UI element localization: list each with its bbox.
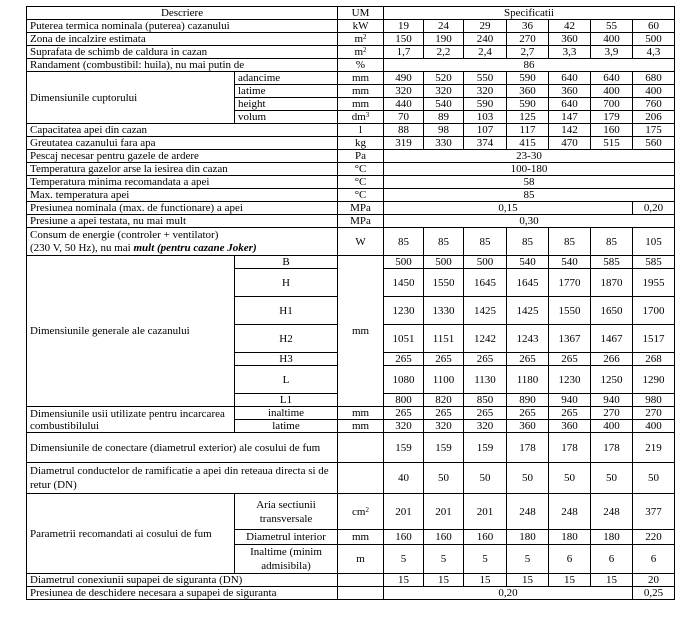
unit-cell xyxy=(338,46,384,59)
value-cell: 60 xyxy=(633,20,675,33)
value-cell: 0,30 xyxy=(384,215,675,228)
unit-cell xyxy=(338,574,384,587)
sub-label: H3 xyxy=(235,353,338,366)
value-cell: 1770 xyxy=(549,269,591,297)
value-cell: 89 xyxy=(424,111,464,124)
value-cell: 190 xyxy=(424,33,464,46)
value-cell: 320 xyxy=(464,420,507,433)
value-cell: 117 xyxy=(507,124,549,137)
value-cell: 1180 xyxy=(507,366,549,394)
value-cell: 266 xyxy=(591,353,633,366)
value-cell: 330 xyxy=(424,137,464,150)
row-label: Presiunea de deschidere necesara a supapei de siguranta xyxy=(27,587,338,600)
value-cell: 1330 xyxy=(424,297,464,325)
value-cell: 500 xyxy=(633,33,675,46)
header-descriere: Descriere xyxy=(27,7,338,20)
table-row xyxy=(27,256,675,269)
value-cell: 219 xyxy=(633,433,675,463)
unit-cell: °C xyxy=(338,163,384,176)
value-cell: 500 xyxy=(464,256,507,269)
value-cell: 400 xyxy=(591,85,633,98)
value-cell: 24 xyxy=(424,20,464,33)
value-cell: 50 xyxy=(549,463,591,494)
value-cell: 590 xyxy=(507,98,549,111)
value-cell: 4,3 xyxy=(633,46,675,59)
value-cell: 1645 xyxy=(464,269,507,297)
value-cell: 85 xyxy=(591,228,633,256)
value-cell: 850 xyxy=(464,394,507,407)
value-cell: 700 xyxy=(591,98,633,111)
unit-cell: mm xyxy=(338,420,384,433)
table-row xyxy=(27,574,675,587)
table-row xyxy=(27,7,675,20)
value-cell: 1467 xyxy=(591,325,633,353)
value-cell: 29 xyxy=(464,20,507,33)
value-cell: 400 xyxy=(633,85,675,98)
header-specificatii: Specificatii xyxy=(384,7,675,20)
table-row xyxy=(27,228,675,256)
table-row xyxy=(27,433,675,463)
unit-cell xyxy=(338,33,384,46)
value-cell: 50 xyxy=(591,463,633,494)
value-cell: 180 xyxy=(549,530,591,545)
sub-label: L xyxy=(235,366,338,394)
unit-text: m xyxy=(354,46,364,58)
unit-text: dm xyxy=(351,111,366,123)
value-cell: 180 xyxy=(507,530,549,545)
unit-cell: mm xyxy=(338,256,384,407)
value-cell: 940 xyxy=(591,394,633,407)
value-cell: 85 xyxy=(424,228,464,256)
value-cell: 2,4 xyxy=(464,46,507,59)
value-cell: 100-180 xyxy=(384,163,675,176)
value-cell: 240 xyxy=(464,33,507,46)
row-label: Suprafata de schimb de caldura in cazan xyxy=(27,46,338,59)
row-label: Diametrul conductelor de ramificatie a apei din reteaua directa si de retur (DN) xyxy=(27,463,338,494)
value-cell: 50 xyxy=(633,463,675,494)
value-cell: 220 xyxy=(633,530,675,545)
unit-cell: mm xyxy=(338,85,384,98)
value-cell: 178 xyxy=(549,433,591,463)
value-cell: 1290 xyxy=(633,366,675,394)
row-label: Dimensiunile cuptorului xyxy=(27,72,235,124)
value-cell: 265 xyxy=(464,407,507,420)
value-cell: 0,25 xyxy=(633,587,675,600)
sub-label: H2 xyxy=(235,325,338,353)
value-cell: 1230 xyxy=(549,366,591,394)
table-row xyxy=(27,202,675,215)
value-cell: 500 xyxy=(384,256,424,269)
value-cell: 890 xyxy=(507,394,549,407)
value-cell: 103 xyxy=(464,111,507,124)
value-cell: 201 xyxy=(464,494,507,530)
value-cell: 3,9 xyxy=(591,46,633,59)
value-cell: 360 xyxy=(549,33,591,46)
value-cell: 160 xyxy=(424,530,464,545)
value-cell: 159 xyxy=(424,433,464,463)
unit-cell: l xyxy=(338,124,384,137)
value-cell: 0,15 xyxy=(384,202,633,215)
value-cell: 105 xyxy=(633,228,675,256)
value-cell: 415 xyxy=(507,137,549,150)
value-cell: 640 xyxy=(549,72,591,85)
value-cell: 1870 xyxy=(591,269,633,297)
value-cell: 1425 xyxy=(507,297,549,325)
unit-cell: m xyxy=(338,545,384,574)
row-label xyxy=(27,228,338,256)
value-cell: 6 xyxy=(633,545,675,574)
row-label: Randament (combustibil: huila), nu mai putin de xyxy=(27,59,338,72)
value-cell: 15 xyxy=(549,574,591,587)
value-cell: 1955 xyxy=(633,269,675,297)
value-cell: 377 xyxy=(633,494,675,530)
value-cell: 55 xyxy=(591,20,633,33)
table-row xyxy=(27,494,675,530)
value-cell: 760 xyxy=(633,98,675,111)
value-cell: 107 xyxy=(464,124,507,137)
value-cell: 320 xyxy=(464,85,507,98)
value-cell: 540 xyxy=(507,256,549,269)
table-row xyxy=(27,33,675,46)
value-cell: 590 xyxy=(464,98,507,111)
value-cell: 85 xyxy=(384,228,424,256)
value-cell: 1550 xyxy=(424,269,464,297)
value-cell: 175 xyxy=(633,124,675,137)
consum-line2-emphasis: mult (pentru cazane Joker) xyxy=(133,241,257,254)
value-cell: 1130 xyxy=(464,366,507,394)
value-cell: 70 xyxy=(384,111,424,124)
value-cell: 50 xyxy=(424,463,464,494)
value-cell: 15 xyxy=(384,574,424,587)
value-cell: 85 xyxy=(464,228,507,256)
value-cell: 1230 xyxy=(384,297,424,325)
row-label: Zona de incalzire estimata xyxy=(27,33,338,46)
value-cell: 180 xyxy=(591,530,633,545)
unit-cell: kg xyxy=(338,137,384,150)
value-cell: 540 xyxy=(549,256,591,269)
value-cell: 400 xyxy=(591,33,633,46)
value-cell: 88 xyxy=(384,124,424,137)
value-cell: 400 xyxy=(591,420,633,433)
value-cell: 1517 xyxy=(633,325,675,353)
value-cell: 85 xyxy=(549,228,591,256)
value-cell: 1051 xyxy=(384,325,424,353)
value-cell: 160 xyxy=(591,124,633,137)
value-cell: 550 xyxy=(464,72,507,85)
sub-label: volum xyxy=(235,111,338,124)
row-label: Parametrii recomandati ai cosului de fum xyxy=(27,494,235,574)
value-cell: 265 xyxy=(384,353,424,366)
value-cell: 1151 xyxy=(424,325,464,353)
value-cell: 560 xyxy=(633,137,675,150)
value-cell: 360 xyxy=(549,85,591,98)
sub-label: adancime xyxy=(235,72,338,85)
value-cell: 320 xyxy=(424,85,464,98)
value-cell: 248 xyxy=(549,494,591,530)
value-cell: 1645 xyxy=(507,269,549,297)
row-label: Max. temperatura apei xyxy=(27,189,338,202)
value-cell: 268 xyxy=(633,353,675,366)
unit-cell xyxy=(338,111,384,124)
sub-label: H xyxy=(235,269,338,297)
value-cell: 265 xyxy=(464,353,507,366)
unit-cell xyxy=(338,494,384,530)
value-cell: 36 xyxy=(507,20,549,33)
value-cell: 1250 xyxy=(591,366,633,394)
value-cell: 265 xyxy=(507,353,549,366)
value-cell: 585 xyxy=(633,256,675,269)
value-cell: 540 xyxy=(424,98,464,111)
row-label: Puterea termica nominala (puterea) cazanului xyxy=(27,20,338,33)
value-cell: 520 xyxy=(424,72,464,85)
value-cell: 800 xyxy=(384,394,424,407)
value-cell: 58 xyxy=(384,176,675,189)
table-row xyxy=(27,176,675,189)
value-cell: 23-30 xyxy=(384,150,675,163)
value-cell: 1425 xyxy=(464,297,507,325)
table-row xyxy=(27,163,675,176)
value-cell: 2,2 xyxy=(424,46,464,59)
row-label: Temperatura minima recomandata a apei xyxy=(27,176,338,189)
unit-cell xyxy=(338,463,384,494)
row-label: Dimensiunile generale ale cazanului xyxy=(27,256,235,407)
sub-label: Inaltime (minim admisibila) xyxy=(235,545,338,574)
unit-exponent: 3 xyxy=(365,111,370,119)
spec-table xyxy=(26,6,675,600)
unit-cell: °C xyxy=(338,176,384,189)
unit-cell: mm xyxy=(338,98,384,111)
value-cell: 265 xyxy=(507,407,549,420)
unit-cell: MPa xyxy=(338,215,384,228)
value-cell: 86 xyxy=(384,59,675,72)
sub-label: latime xyxy=(235,85,338,98)
row-label: Diametrul conexiunii supapei de siguranta (DN) xyxy=(27,574,338,587)
table-row xyxy=(27,46,675,59)
value-cell: 320 xyxy=(424,420,464,433)
value-cell: 1243 xyxy=(507,325,549,353)
unit-cell: mm xyxy=(338,530,384,545)
value-cell: 50 xyxy=(507,463,549,494)
value-cell: 5 xyxy=(384,545,424,574)
value-cell: 2,7 xyxy=(507,46,549,59)
value-cell: 265 xyxy=(549,407,591,420)
unit-cell: mm xyxy=(338,72,384,85)
value-cell: 265 xyxy=(384,407,424,420)
value-cell: 500 xyxy=(424,256,464,269)
value-cell: 6 xyxy=(591,545,633,574)
unit-exponent: 2 xyxy=(365,505,369,514)
unit-text: cm xyxy=(352,505,366,518)
value-cell: 1550 xyxy=(549,297,591,325)
value-cell: 6 xyxy=(549,545,591,574)
value-cell: 98 xyxy=(424,124,464,137)
value-cell: 0,20 xyxy=(633,202,675,215)
value-cell: 3,3 xyxy=(549,46,591,59)
value-cell: 125 xyxy=(507,111,549,124)
unit-cell: Pa xyxy=(338,150,384,163)
unit-exponent: 2 xyxy=(363,33,367,41)
unit-text: m xyxy=(354,33,364,45)
value-cell: 0,20 xyxy=(384,587,633,600)
value-cell: 50 xyxy=(464,463,507,494)
unit-exponent: 2 xyxy=(363,46,367,54)
value-cell: 40 xyxy=(384,463,424,494)
value-cell: 179 xyxy=(591,111,633,124)
value-cell: 206 xyxy=(633,111,675,124)
table-row xyxy=(27,189,675,202)
value-cell: 400 xyxy=(633,420,675,433)
table-row xyxy=(27,20,675,33)
unit-cell: MPa xyxy=(338,202,384,215)
table-row xyxy=(27,463,675,494)
value-cell: 515 xyxy=(591,137,633,150)
value-cell: 1080 xyxy=(384,366,424,394)
unit-cell: W xyxy=(338,228,384,256)
unit-cell xyxy=(338,433,384,463)
table-row xyxy=(27,407,675,420)
value-cell: 820 xyxy=(424,394,464,407)
table-row xyxy=(27,124,675,137)
value-cell: 1700 xyxy=(633,297,675,325)
consum-line1: Consum de energie (controler + ventilator) xyxy=(30,228,219,241)
unit-cell xyxy=(338,587,384,600)
value-cell: 5 xyxy=(424,545,464,574)
value-cell: 160 xyxy=(384,530,424,545)
value-cell: 374 xyxy=(464,137,507,150)
value-cell: 159 xyxy=(464,433,507,463)
value-cell: 142 xyxy=(549,124,591,137)
value-cell: 201 xyxy=(384,494,424,530)
header-um: UM xyxy=(338,7,384,20)
row-label: Presiune a apei testata, nu mai mult xyxy=(27,215,338,228)
sub-label: latime xyxy=(235,420,338,433)
value-cell: 640 xyxy=(591,72,633,85)
value-cell: 15 xyxy=(507,574,549,587)
value-cell: 1650 xyxy=(591,297,633,325)
value-cell: 940 xyxy=(549,394,591,407)
value-cell: 20 xyxy=(633,574,675,587)
value-cell: 640 xyxy=(549,98,591,111)
value-cell: 15 xyxy=(424,574,464,587)
table-row xyxy=(27,72,675,85)
row-label: Capacitatea apei din cazan xyxy=(27,124,338,137)
table-row xyxy=(27,137,675,150)
unit-cell: °C xyxy=(338,189,384,202)
table-row xyxy=(27,59,675,72)
value-cell: 178 xyxy=(591,433,633,463)
value-cell: 85 xyxy=(384,189,675,202)
sub-label: Aria sectiunii transversale xyxy=(235,494,338,530)
value-cell: 360 xyxy=(507,420,549,433)
value-cell: 1367 xyxy=(549,325,591,353)
row-label: Dimensiunile de conectare (diametrul exterior) ale cosului de fum xyxy=(27,433,338,463)
row-label: Presiunea nominala (max. de functionare) a apei xyxy=(27,202,338,215)
value-cell: 319 xyxy=(384,137,424,150)
value-cell: 320 xyxy=(384,420,424,433)
table-row xyxy=(27,215,675,228)
table-row xyxy=(27,587,675,600)
sub-label: L1 xyxy=(235,394,338,407)
value-cell: 360 xyxy=(549,420,591,433)
value-cell: 248 xyxy=(507,494,549,530)
value-cell: 1,7 xyxy=(384,46,424,59)
value-cell: 980 xyxy=(633,394,675,407)
value-cell: 19 xyxy=(384,20,424,33)
value-cell: 1450 xyxy=(384,269,424,297)
unit-cell: mm xyxy=(338,407,384,420)
value-cell: 270 xyxy=(591,407,633,420)
sub-label: B xyxy=(235,256,338,269)
value-cell: 440 xyxy=(384,98,424,111)
row-label: Dimensiunile usii utilizate pentru incarcarea combustibilului xyxy=(27,407,235,433)
value-cell: 470 xyxy=(549,137,591,150)
value-cell: 360 xyxy=(507,85,549,98)
value-cell: 590 xyxy=(507,72,549,85)
value-cell: 270 xyxy=(633,407,675,420)
value-cell: 147 xyxy=(549,111,591,124)
value-cell: 585 xyxy=(591,256,633,269)
value-cell: 42 xyxy=(549,20,591,33)
value-cell: 5 xyxy=(507,545,549,574)
spec-table-container xyxy=(26,6,674,600)
value-cell: 680 xyxy=(633,72,675,85)
value-cell: 159 xyxy=(384,433,424,463)
value-cell: 265 xyxy=(424,353,464,366)
value-cell: 15 xyxy=(591,574,633,587)
sub-label: Diametrul interior xyxy=(235,530,338,545)
row-label: Pescaj necesar pentru gazele de ardere xyxy=(27,150,338,163)
value-cell: 320 xyxy=(384,85,424,98)
value-cell: 15 xyxy=(464,574,507,587)
unit-cell: kW xyxy=(338,20,384,33)
value-cell: 5 xyxy=(464,545,507,574)
value-cell: 160 xyxy=(464,530,507,545)
value-cell: 1242 xyxy=(464,325,507,353)
value-cell: 201 xyxy=(424,494,464,530)
table-row xyxy=(27,150,675,163)
value-cell: 1100 xyxy=(424,366,464,394)
row-label: Greutatea cazanului fara apa xyxy=(27,137,338,150)
value-cell: 248 xyxy=(591,494,633,530)
value-cell: 178 xyxy=(507,433,549,463)
consum-line2: (230 V, 50 Hz), nu mai xyxy=(30,241,134,254)
value-cell: 265 xyxy=(424,407,464,420)
sub-label: height xyxy=(235,98,338,111)
sub-label: H1 xyxy=(235,297,338,325)
value-cell: 265 xyxy=(549,353,591,366)
value-cell: 490 xyxy=(384,72,424,85)
unit-cell: % xyxy=(338,59,384,72)
value-cell: 150 xyxy=(384,33,424,46)
value-cell: 85 xyxy=(507,228,549,256)
sub-label: inaltime xyxy=(235,407,338,420)
row-label: Temperatura gazelor arse la iesirea din cazan xyxy=(27,163,338,176)
value-cell: 270 xyxy=(507,33,549,46)
